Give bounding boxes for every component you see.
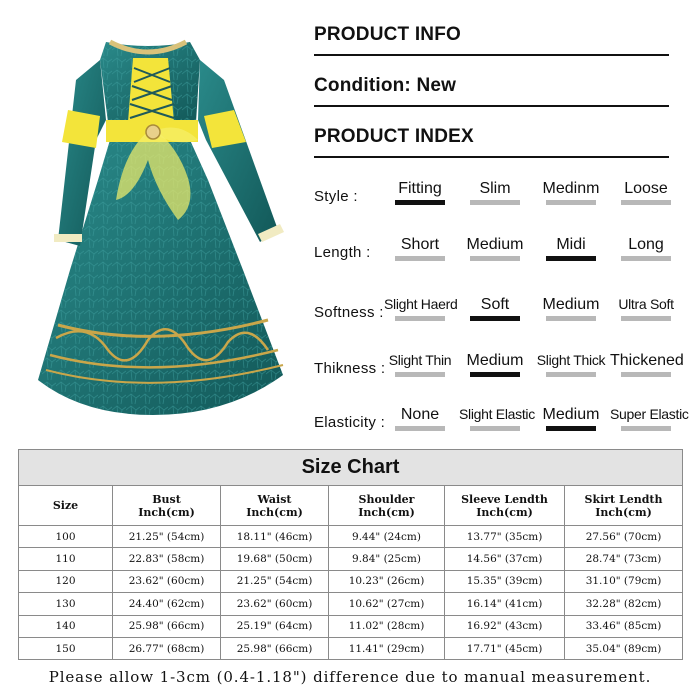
divider <box>314 54 669 56</box>
table-cell: 24.40" (62cm) <box>113 593 221 615</box>
table-cell: 21.25" (54cm) <box>221 570 329 592</box>
attribute-indicator <box>395 316 445 321</box>
attribute-option: Midi <box>556 236 586 253</box>
table-cell: 150 <box>19 637 113 659</box>
attribute-indicator <box>470 426 520 431</box>
attribute-option: Loose <box>624 180 668 197</box>
table-cell: 130 <box>19 593 113 615</box>
table-cell: 25.19" (64cm) <box>221 615 329 637</box>
attribute-indicator <box>621 426 671 431</box>
table-cell: 21.25" (54cm) <box>113 526 221 548</box>
attribute-indicator-selected <box>395 200 445 205</box>
table-row <box>19 548 683 570</box>
table-cell: 110 <box>19 548 113 570</box>
table-cell: 33.46" (85cm) <box>565 615 683 637</box>
measurement-note: Please allow 1-3cm (0.4-1.18") difference due to manual measurement. <box>48 668 652 686</box>
attribute-label: Length : <box>314 244 371 261</box>
size-chart-header-cell: Sleeve Lendth Inch(cm) <box>445 486 565 526</box>
attribute-option: Soft <box>480 296 510 313</box>
table-cell: 27.56" (70cm) <box>565 526 683 548</box>
table-cell: 28.74" (73cm) <box>565 548 683 570</box>
divider <box>314 156 669 158</box>
attribute-option: Slight Elastic <box>459 406 535 422</box>
attribute-indicator <box>546 200 596 205</box>
attribute-option: Medium <box>466 352 524 369</box>
dress-image <box>28 20 298 440</box>
attribute-option: Fitting <box>398 180 442 197</box>
size-chart-header-cell: Size <box>19 486 113 526</box>
attribute-indicator <box>470 256 520 261</box>
attribute-option: Medinm <box>542 180 600 197</box>
table-cell: 25.98" (66cm) <box>113 615 221 637</box>
table-cell: 32.28" (82cm) <box>565 593 683 615</box>
table-cell: 10.23" (26cm) <box>329 570 445 592</box>
table-cell: 16.14" (41cm) <box>445 593 565 615</box>
table-cell: 10.62" (27cm) <box>329 593 445 615</box>
product-index-heading <box>314 126 669 158</box>
table-row <box>19 615 683 637</box>
attribute-option: Thickened <box>610 352 684 369</box>
table-cell: 19.68" (50cm) <box>221 548 329 570</box>
table-cell: 15.35" (39cm) <box>445 570 565 592</box>
attribute-option: Super Elastic <box>610 406 689 422</box>
attribute-indicator <box>395 372 445 377</box>
attribute-option: None <box>400 406 440 423</box>
attribute-option: Slight Thick <box>536 352 606 368</box>
size-chart-header-cell: Skirt Lendth Inch(cm) <box>565 486 683 526</box>
attribute-indicator <box>546 316 596 321</box>
table-cell: 9.44" (24cm) <box>329 526 445 548</box>
table-cell: 11.41" (29cm) <box>329 637 445 659</box>
table-cell: 22.83" (58cm) <box>113 548 221 570</box>
table-row <box>19 637 683 659</box>
table-cell: 23.62" (60cm) <box>221 593 329 615</box>
attribute-indicator <box>621 200 671 205</box>
size-chart-header-row <box>19 486 683 526</box>
table-cell: 16.92" (43cm) <box>445 615 565 637</box>
product-info-heading <box>314 24 669 56</box>
attribute-indicator <box>395 256 445 261</box>
attribute-option: Ultra Soft <box>618 296 674 312</box>
table-cell: 18.11" (46cm) <box>221 526 329 548</box>
attribute-option: Slim <box>479 180 511 197</box>
attribute-indicator-selected <box>546 256 596 261</box>
size-chart-table <box>18 449 683 660</box>
attribute-indicator <box>621 256 671 261</box>
table-cell: 13.77" (35cm) <box>445 526 565 548</box>
attribute-option: Medium <box>466 236 524 253</box>
attribute-indicator-selected <box>470 316 520 321</box>
attribute-label: Style : <box>314 188 358 205</box>
attribute-indicator-selected <box>546 426 596 431</box>
condition-text: Condition: New <box>314 75 457 96</box>
attribute-indicator <box>621 372 671 377</box>
table-cell: 25.98" (66cm) <box>221 637 329 659</box>
attribute-label: Elasticity : <box>314 414 386 431</box>
condition-heading <box>314 75 669 107</box>
table-cell: 11.02" (28cm) <box>329 615 445 637</box>
attribute-indicator-selected <box>470 372 520 377</box>
attribute-option: Slight Haerd <box>384 296 458 312</box>
attribute-indicator <box>621 316 671 321</box>
table-row <box>19 570 683 592</box>
table-cell: 23.62" (60cm) <box>113 570 221 592</box>
size-chart-title: Size Chart <box>19 450 683 486</box>
size-chart-header-cell: Shoulder Inch(cm) <box>329 486 445 526</box>
attribute-option: Long <box>628 236 664 253</box>
attribute-indicator <box>470 200 520 205</box>
table-cell: 9.84" (25cm) <box>329 548 445 570</box>
table-cell: 120 <box>19 570 113 592</box>
size-chart-header-cell: Waist Inch(cm) <box>221 486 329 526</box>
table-cell: 35.04" (89cm) <box>565 637 683 659</box>
table-cell: 100 <box>19 526 113 548</box>
table-cell: 140 <box>19 615 113 637</box>
size-chart-header-cell: Bust Inch(cm) <box>113 486 221 526</box>
attribute-option: Medium <box>542 296 600 313</box>
product-index-title: PRODUCT INDEX <box>314 126 474 147</box>
table-row <box>19 593 683 615</box>
attribute-indicator <box>546 372 596 377</box>
attribute-indicator <box>395 426 445 431</box>
table-cell: 26.77" (68cm) <box>113 637 221 659</box>
table-cell: 14.56" (37cm) <box>445 548 565 570</box>
table-row <box>19 526 683 548</box>
table-cell: 31.10" (79cm) <box>565 570 683 592</box>
divider <box>314 105 669 107</box>
attribute-option: Medium <box>542 406 600 423</box>
product-info-title: PRODUCT INFO <box>314 24 462 45</box>
attribute-option: Slight Thin <box>388 352 452 368</box>
attribute-label: Softness : <box>314 304 384 321</box>
attribute-label: Thikness : <box>314 360 386 377</box>
table-cell: 17.71" (45cm) <box>445 637 565 659</box>
attribute-option: Short <box>400 236 440 253</box>
